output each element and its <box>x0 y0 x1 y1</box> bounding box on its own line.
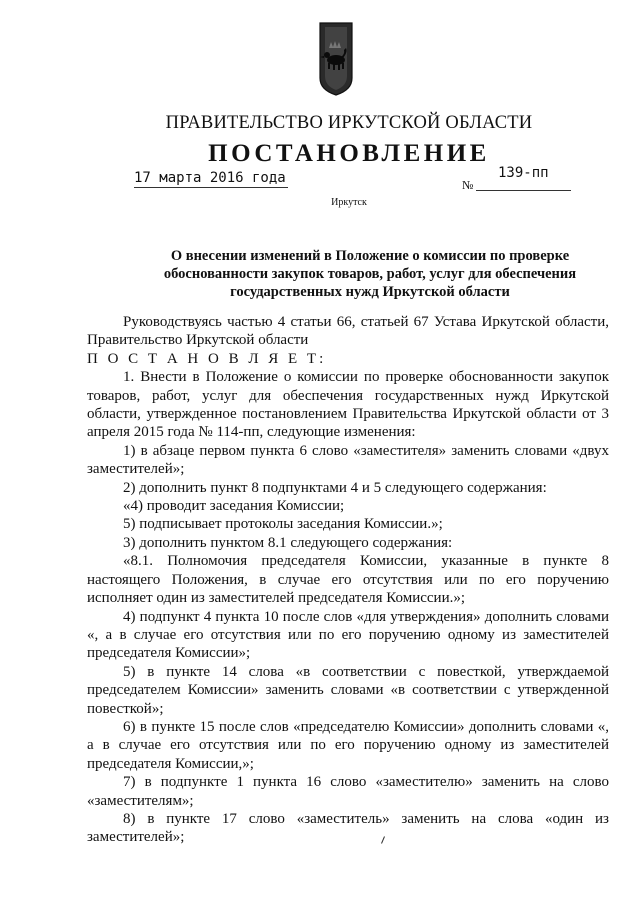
document-subject <box>120 247 620 301</box>
document-number-block <box>462 165 572 193</box>
document-body <box>87 313 609 847</box>
document-number: 139-пп <box>498 165 549 181</box>
subject-line: О внесении изменений в Положение о комиссии по проверке <box>170 248 570 264</box>
document-city: Иркутск <box>331 197 367 208</box>
subitem-2-paragraph: 2) дополнить пункт 8 подпунктами 4 и 5 следующего содержания: <box>123 479 547 496</box>
subject-line: обоснованности закупок товаров, работ, услуг для обеспечения <box>163 266 577 282</box>
subitem-3a-paragraph: «8.1. Полномочия председателя Комиссии, указанные в пункте 8 настоящего Положения, в случае его отсутствия или по его поручению исполняет один из заместителей председателя Комиссии.»; <box>87 553 609 607</box>
government-name: ПРАВИТЕЛЬСТВО ИРКУТСКОЙ ОБЛАСТИ <box>165 113 533 133</box>
subitem-1-paragraph: 1) в абзаце первом пункта 6 слово «заместителя» заменить словами «двух заместителей»; <box>87 442 609 478</box>
subitem-3-paragraph: 3) дополнить пунктом 8.1 следующего содержания: <box>123 534 453 551</box>
coat-of-arms-icon <box>316 22 356 96</box>
subitem-2a-paragraph: «4) проводит заседания Комиссии; <box>123 498 345 515</box>
preamble-paragraph: Руководствуясь частью 4 статьи 66, статьей 67 Устава Иркутской области, Правительство Иркутской области <box>87 314 609 349</box>
page-mark-icon <box>380 836 386 844</box>
subject-line: государственных нужд Иркутской области <box>230 284 510 300</box>
number-sign: № <box>462 178 474 192</box>
subitem-8-paragraph: 8) в пункте 17 слово «заместитель» заменить на слова «один из заместителей»; <box>87 810 609 846</box>
decree-heading: П О С Т А Н О В Л Я Е Т: <box>87 350 327 367</box>
item-1-paragraph: 1. Внести в Положение о комиссии по проверке обоснованности закупок товаров, работ, услуг для обеспечения государственных нужд Иркутской области, утвержденное постановлением Правительства Иркутской области от 3 апреля 2015 года № 114-пп, следующие изменения: <box>87 369 609 441</box>
subitem-7-paragraph: 7) в подпункте 1 пункта 16 слово «заместителю» заменить на слово «заместителям»; <box>87 774 609 809</box>
subitem-4-paragraph: 4) подпункт 4 пункта 10 после слов «для утверждения» дополнить словами «, а в случае его отсутствия или по его поручению одному из заместителей председателя Комиссии»; <box>87 608 609 662</box>
subitem-6-paragraph: 6) в пункте 15 после слов «председателю Комиссии» дополнить словами «, а в случае его отсутствия или по его поручению одному из заместителей председателя Комиссии,»; <box>87 718 609 772</box>
document-type: ПОСТАНОВЛЕНИЕ <box>208 140 490 167</box>
subitem-2b-paragraph: 5) подписывает протоколы заседания Комиссии.»; <box>123 516 443 533</box>
subitem-5-paragraph: 5) в пункте 14 слова «в соответствии с повесткой, утверждаемой председателем Комиссии» заменить словами «в соответствии с утвержденной повесткой»; <box>87 663 609 717</box>
document-date: 17 марта 2016 года <box>134 170 286 186</box>
number-underline <box>476 190 571 191</box>
